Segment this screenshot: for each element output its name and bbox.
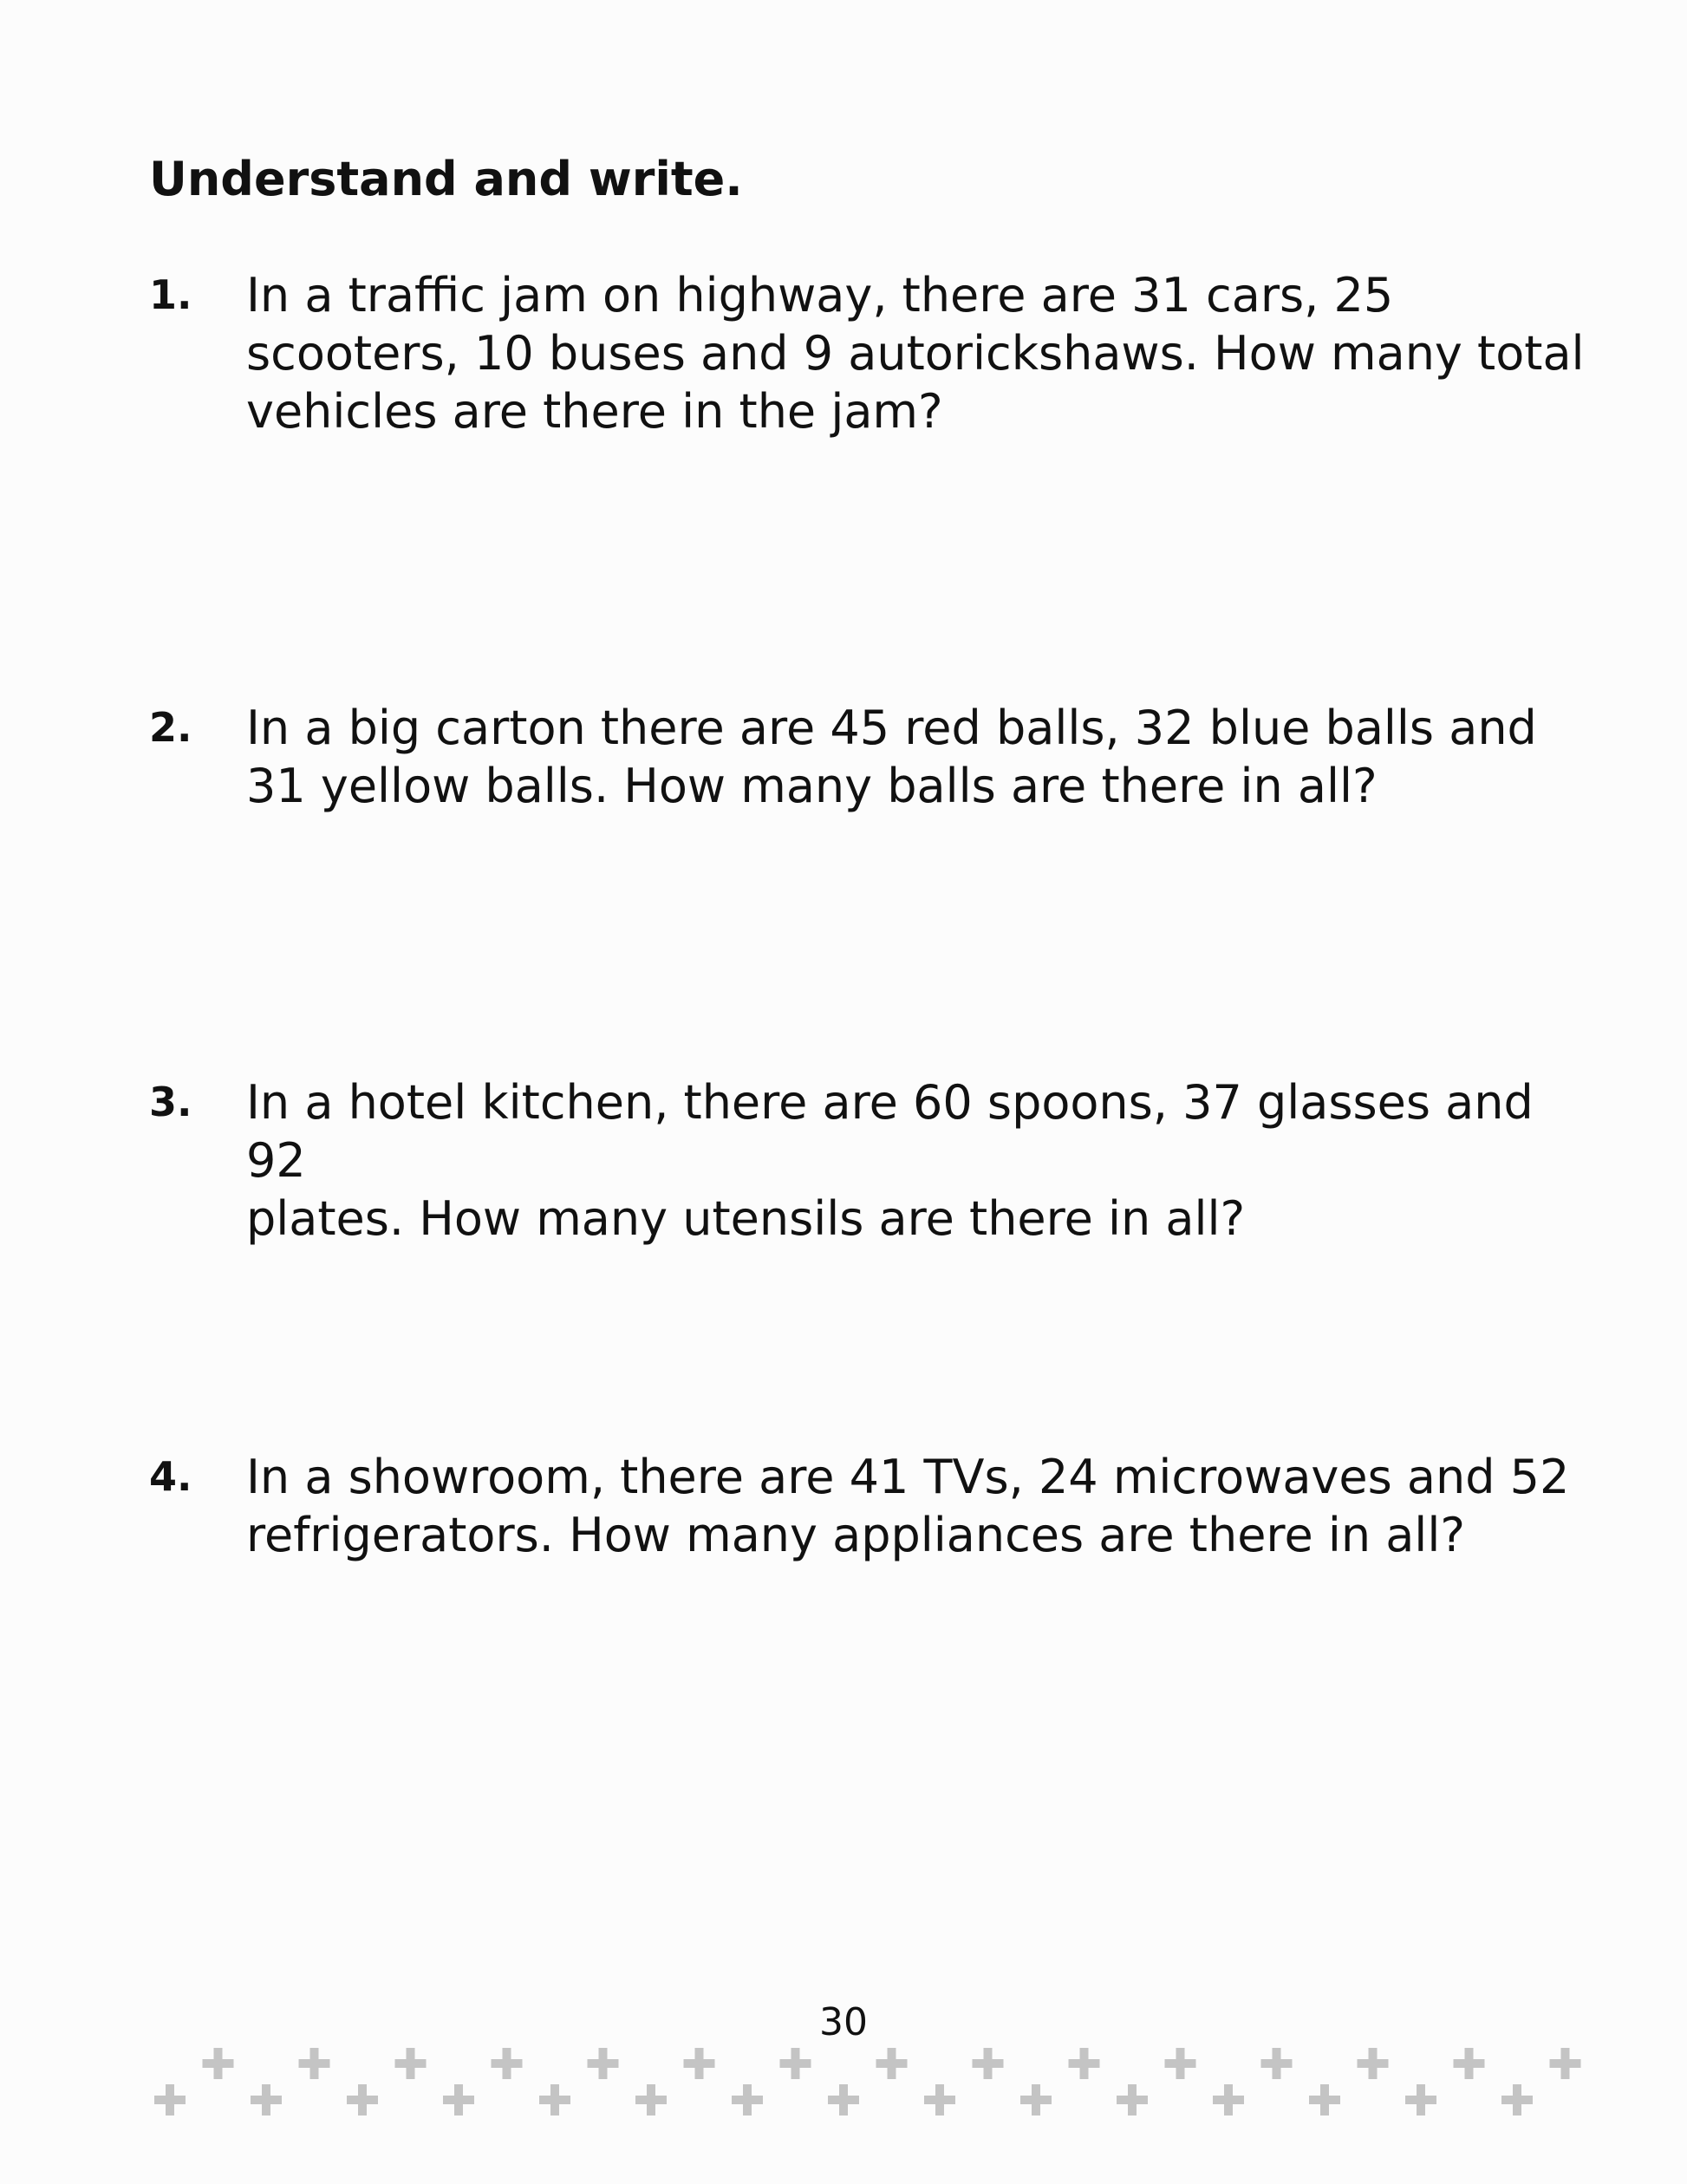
plus-icon (588, 2048, 619, 2079)
plus-icon (876, 2048, 908, 2079)
plus-icon (828, 2084, 859, 2116)
plus-icon (635, 2084, 667, 2116)
question-text (246, 1448, 1599, 1564)
plus-icon (1501, 2084, 1533, 2116)
question-line: plates. How many utensils are there in all? (246, 1191, 1246, 1246)
plus-icon (780, 2048, 811, 2079)
plus-icon (299, 2048, 330, 2079)
plus-icon (1309, 2084, 1340, 2116)
plus-icon (1117, 2084, 1148, 2116)
page-number: 30 (819, 2000, 868, 2044)
question-number: 4. (149, 1453, 192, 1500)
plus-icon (1069, 2048, 1100, 2079)
plus-icon (1020, 2084, 1052, 2116)
question-text (246, 1073, 1599, 1248)
plus-icon-border (0, 2037, 1687, 2142)
question-number: 3. (149, 1079, 192, 1125)
plus-icon (1405, 2084, 1436, 2116)
page-heading: Understand and write. (149, 152, 743, 206)
plus-icon (492, 2048, 523, 2079)
plus-icon (539, 2084, 570, 2116)
plus-icon (973, 2048, 1004, 2079)
question-number: 2. (149, 704, 192, 751)
plus-icon (924, 2084, 955, 2116)
plus-icon (251, 2084, 282, 2116)
plus-icon (1213, 2084, 1244, 2116)
plus-icon (1165, 2048, 1196, 2079)
plus-icon (203, 2048, 234, 2079)
plus-icon (1550, 2048, 1581, 2079)
question-line: In a big carton there are 45 red balls, 32 blue balls and (246, 701, 1537, 755)
question-line: refrigerators. How many appliances are there in all? (246, 1508, 1465, 1562)
plus-icon (347, 2084, 378, 2116)
question-number: 1. (149, 271, 192, 318)
question-line: vehicles are there in the jam? (246, 384, 943, 439)
question-line: scooters, 10 buses and 9 autorickshaws. How many total (246, 326, 1585, 381)
plus-icon (1358, 2048, 1389, 2079)
plus-icon (395, 2048, 427, 2079)
question-line: 31 yellow balls. How many balls are there in all? (246, 759, 1378, 813)
plus-icon (154, 2084, 186, 2116)
question-line: In a showroom, there are 41 TVs, 24 microwaves and 52 (246, 1450, 1570, 1504)
question-line: In a hotel kitchen, there are 60 spoons, 37 glasses and 92 (246, 1075, 1534, 1188)
plus-icon (443, 2084, 474, 2116)
question-text (246, 266, 1599, 440)
question-text (246, 699, 1599, 815)
plus-icon (1454, 2048, 1485, 2079)
plus-icon (684, 2048, 715, 2079)
plus-icon (1261, 2048, 1293, 2079)
plus-icon (732, 2084, 763, 2116)
question-line: In a traffic jam on highway, there are 31 cars, 25 (246, 268, 1394, 323)
